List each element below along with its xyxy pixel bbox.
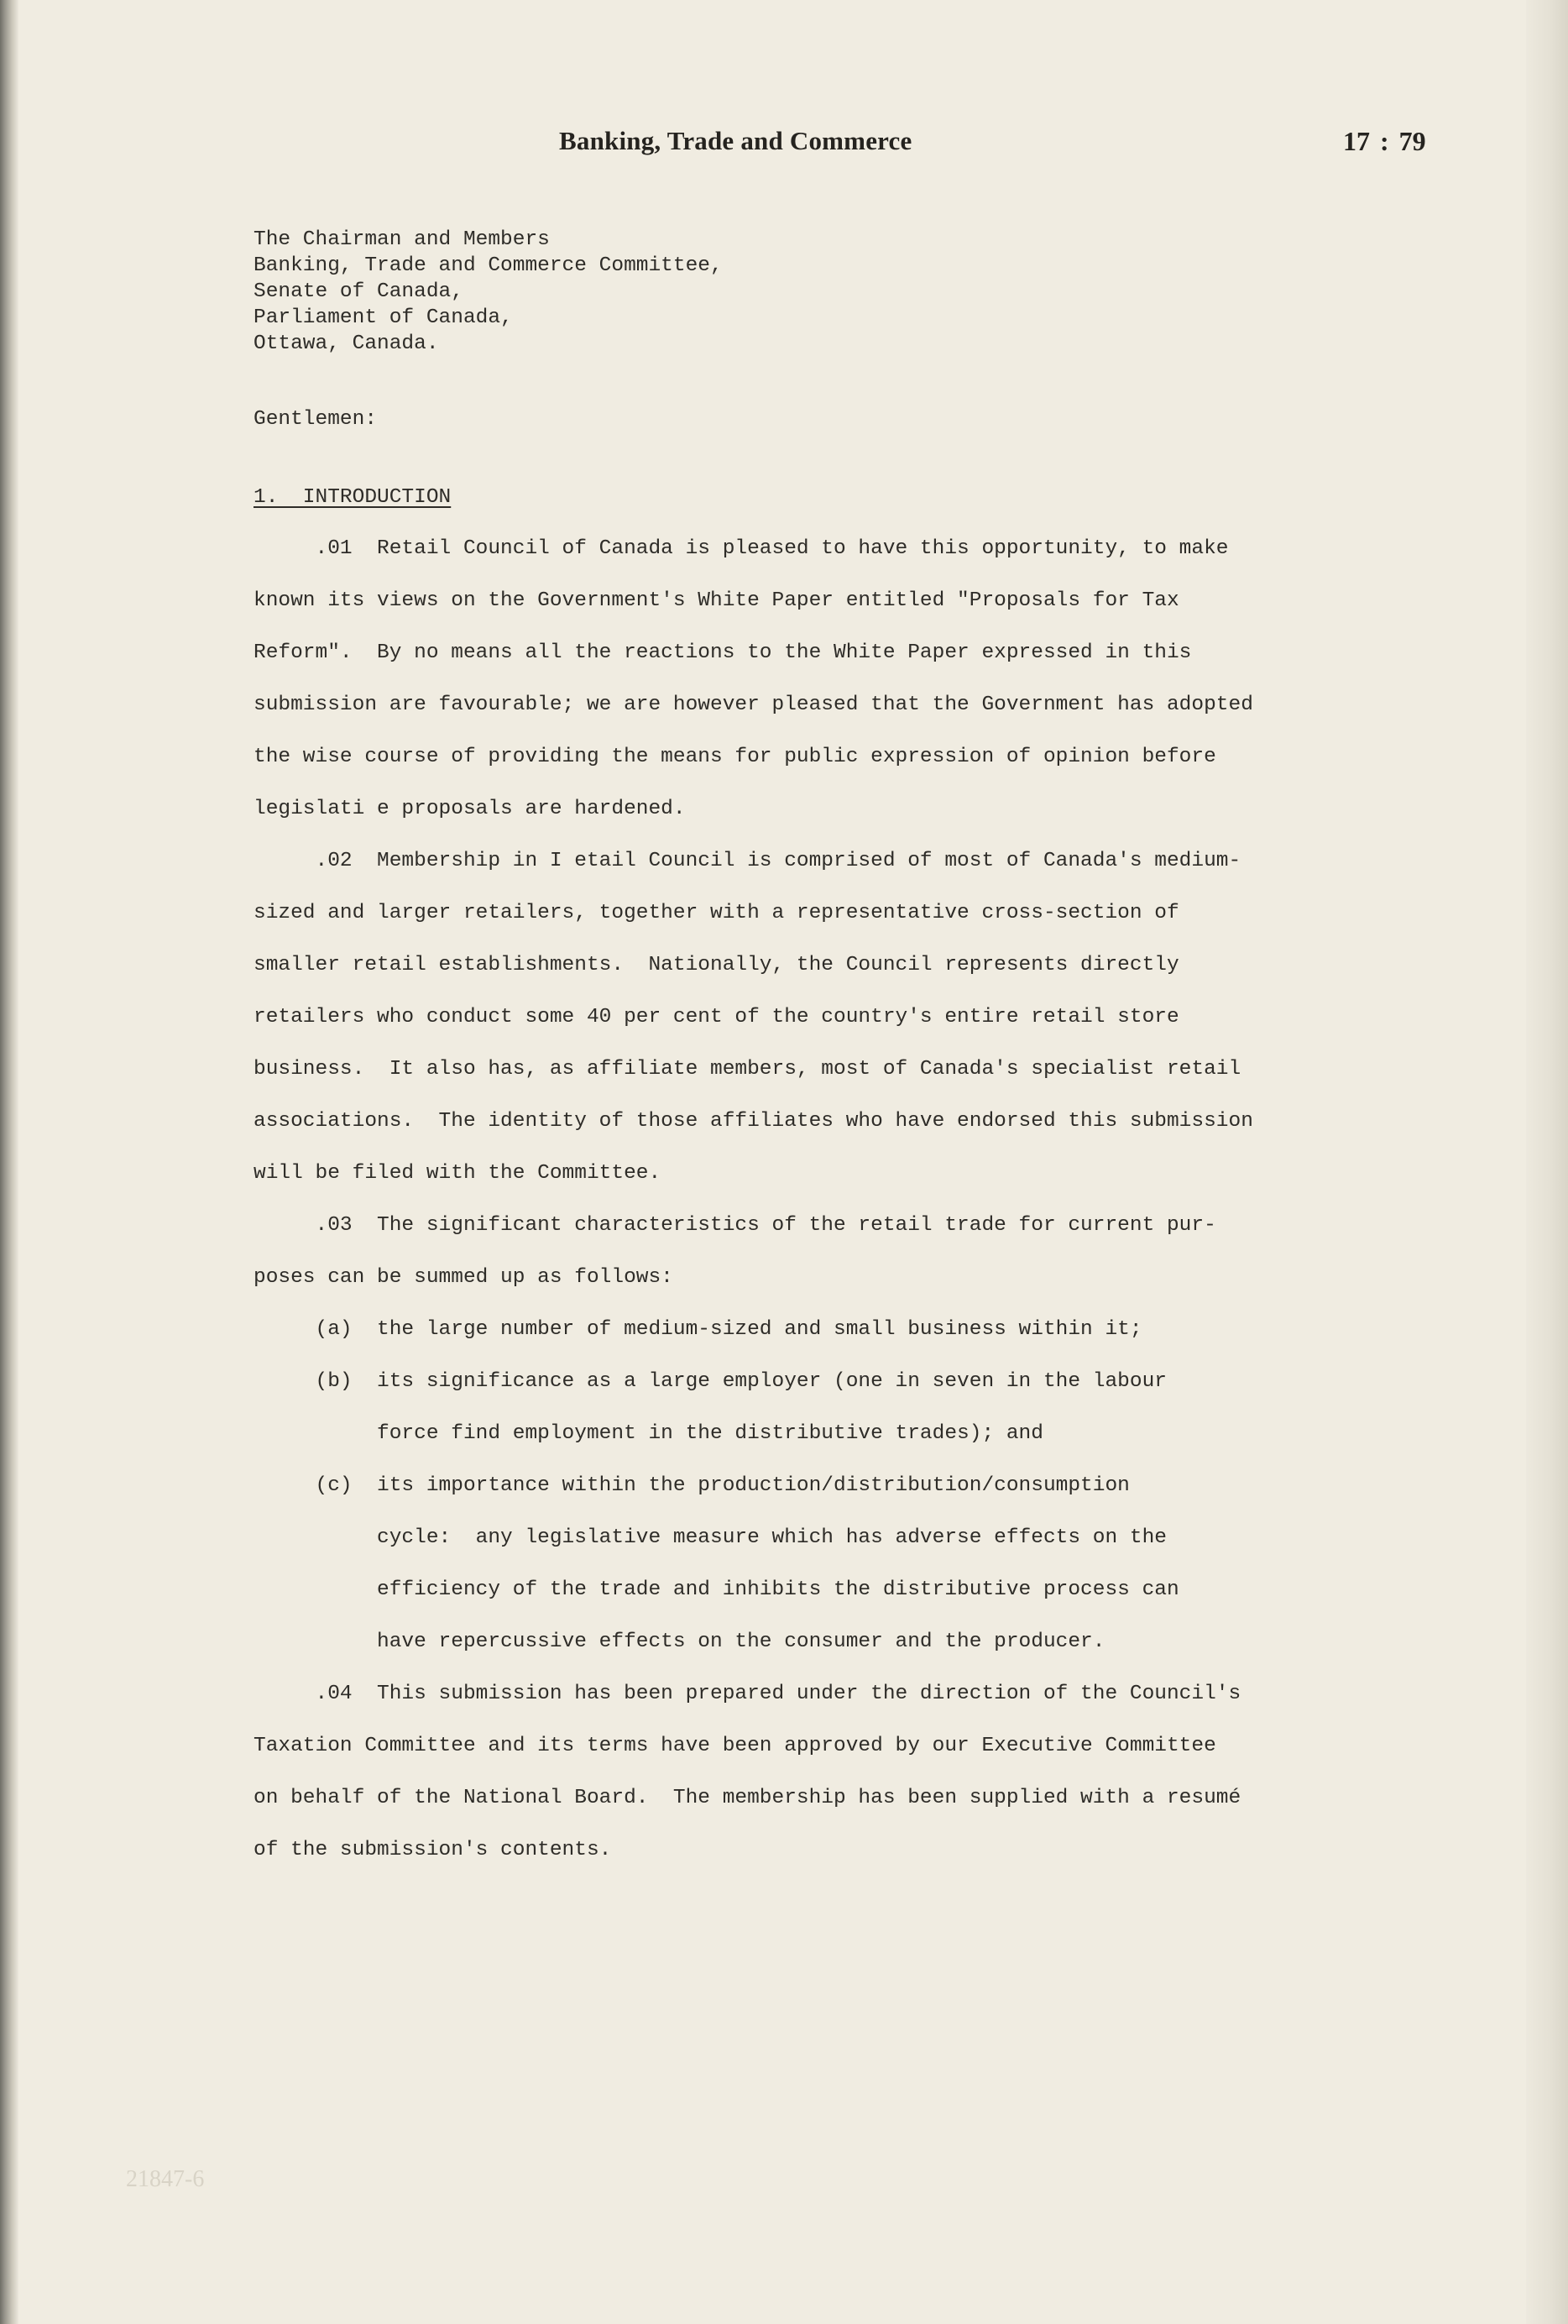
body-line: .04 This submission has been prepared under the direction of the Council's — [253, 1683, 1241, 1705]
body-line: known its views on the Government's White Paper entitled "Proposals for Tax — [253, 589, 1179, 612]
body-line: associations. The identity of those affiliates who have endorsed this submission — [253, 1110, 1253, 1133]
list-item: have repercussive effects on the consumer and the producer. — [253, 1630, 1105, 1653]
body-line: poses can be summed up as follows: — [253, 1266, 673, 1289]
body-line: .03 The significant characteristics of the retail trade for current pur- — [253, 1214, 1216, 1237]
body-line: retailers who conduct some 40 per cent of the country's entire retail store — [253, 1006, 1179, 1029]
body-line: will be filed with the Committee. — [253, 1162, 661, 1185]
body-line: business. It also has, as affiliate members, most of Canada's specialist retail — [253, 1058, 1241, 1081]
list-item: (b) its significance as a large employer (one in seven in the labour — [253, 1370, 1167, 1393]
body-line: Reform". By no means all the reactions to the White Paper expressed in this — [253, 641, 1192, 664]
printer-mark: 21847-6 — [126, 2166, 205, 2192]
list-item: force find employment in the distributive trades); and — [253, 1422, 1043, 1445]
salutation: Gentlemen: — [253, 408, 378, 431]
body-line: sized and larger retailers, together with a representative cross-section of — [253, 902, 1179, 924]
address-line: The Chairman and Members — [253, 228, 550, 251]
body-line: .02 Membership in I etail Council is comprised of most of Canada's medium- — [253, 850, 1241, 872]
body-line: Taxation Committee and its terms have been approved by our Executive Committee — [253, 1735, 1216, 1757]
list-item: efficiency of the trade and inhibits the distributive process can — [253, 1578, 1179, 1601]
body-line: on behalf of the National Board. The membership has been supplied with a resumé — [253, 1787, 1241, 1809]
body-line: of the submission's contents. — [253, 1839, 612, 1861]
list-item: cycle: any legislative measure which has adverse effects on the — [253, 1526, 1167, 1549]
body-line: legislati e proposals are hardened. — [253, 798, 686, 820]
section-heading: 1. INTRODUCTION — [253, 486, 452, 509]
address-line: Banking, Trade and Commerce Committee, — [253, 254, 723, 277]
address-line: Parliament of Canada, — [253, 306, 513, 329]
list-item: (c) its importance within the production/distribution/consumption — [253, 1474, 1130, 1497]
address-line: Senate of Canada, — [253, 280, 463, 303]
body-line: the wise course of providing the means for public expression of opinion before — [253, 746, 1216, 768]
body-line: submission are favourable; we are however pleased that the Government has adopted — [253, 694, 1253, 716]
page-right-edge — [1526, 0, 1568, 2324]
body-line: smaller retail establishments. Nationally, the Council represents directly — [253, 954, 1179, 976]
page-header-title: Banking, Trade and Commerce — [559, 126, 912, 155]
page-number: 17 : 79 — [1343, 126, 1426, 156]
body-line: .01 Retail Council of Canada is pleased to have this opportunity, to make — [253, 537, 1229, 560]
binding-edge — [0, 0, 18, 2324]
address-line: Ottawa, Canada. — [253, 332, 439, 355]
list-item: (a) the large number of medium-sized and small business within it; — [253, 1318, 1142, 1341]
